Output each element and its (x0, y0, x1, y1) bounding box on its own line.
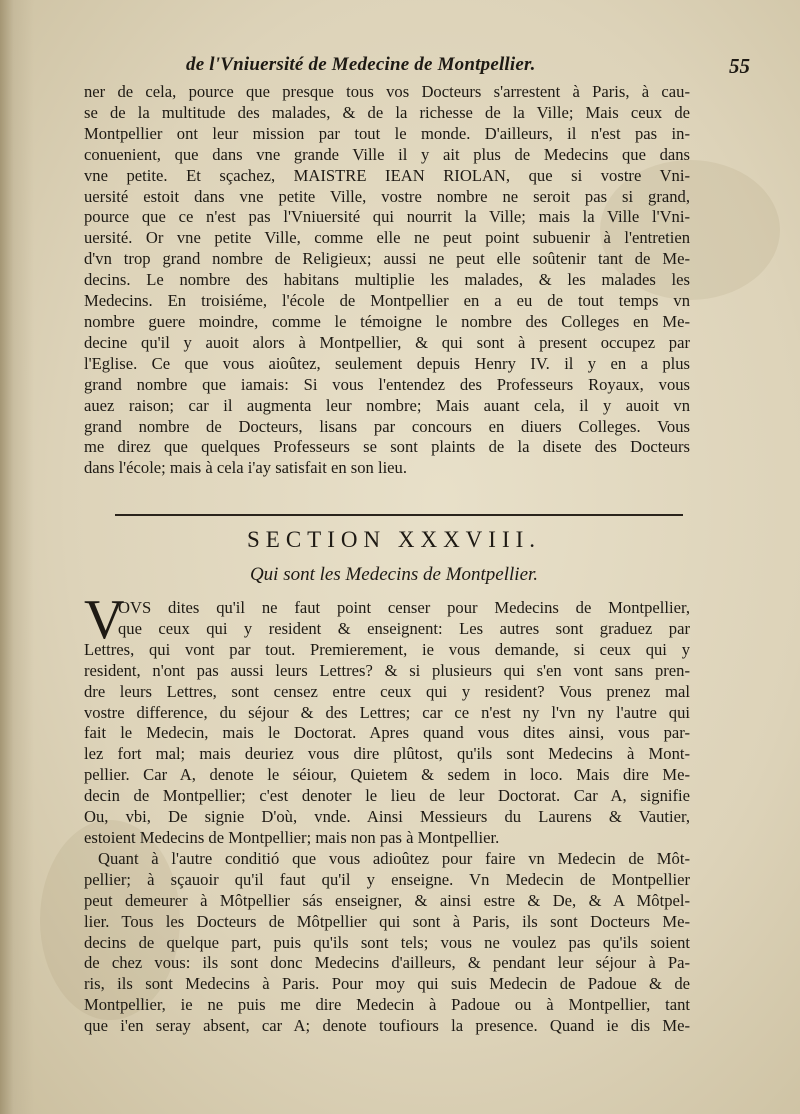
text-line: fait le Medecin, mais le Doctorat. Apres quand vous dites ainsi, vous par- (84, 723, 690, 743)
text-line: pellier; à sçauoir qu'il faut qu'il y enseigne. Vn Medecin de Montpellier (84, 869, 690, 889)
text-line: Ou, vbi, De signie D'où, vnde. Ainsi Messieurs du Laurens & Vautier, (84, 807, 690, 827)
text-line: l'Eglise. Ce que vous aioûtez, seulement depuis Henry IV. il y en a plus (84, 353, 690, 373)
text-line: estoient Medecins de Montpellier; mais non pas à Montpellier. (84, 827, 500, 847)
text-line: vostre difference, du séjour & des Lettres; car ce n'est ny l'vn ny l'autre qui (84, 702, 690, 722)
paragraph-1 (84, 82, 690, 479)
text-line: que i'en seray absent, car A; denote toufiours la presence. Quand ie dis Me- (84, 1016, 690, 1036)
text-line: auez raison; car il augmenta leur nombre; Mais auant cela, il y auoit vn (84, 395, 690, 415)
text-line: d'vn trop grand nombre de Religieux; aussi ne peut elle soûtenir tant de Me- (84, 249, 690, 269)
text-line: pellier. Car A, denote le séiour, Quietem & sedem in loco. Mais dire Me- (84, 765, 690, 785)
text-line: OVS dites qu'il ne faut point censer pour Medecins de Montpellier, (118, 598, 690, 617)
text-line: resident, n'ont pas aussi leurs Lettres? & si plusieurs qui s'en vont sans pren- (84, 660, 690, 680)
text-line: ris, ils sont Medecins à Paris. Pour moy qui suis Medecin de Padoue & de (84, 974, 690, 994)
text-line: lier. Tous les Docteurs de Môtpellier qui sont à Paris, ils sont Docteurs Me- (84, 911, 690, 931)
text-line: que ceux qui y resident & enseignent: Les autres sont graduez par (118, 618, 690, 638)
text-line: se de la multitude des malades, & de la richesse de la Ville; Mais ceux de (84, 102, 690, 122)
text-line: grand nombre que iamais: Si vous l'entendez des Professeurs Royaux, vous (84, 374, 690, 394)
text-line: Montpellier ont leur mission par tout le monde. D'ailleurs, il n'est pas in- (84, 123, 690, 143)
text-line: decins de quelque part, puis qu'ils sont tels; vous ne voulez pas qu'ils soient (84, 932, 690, 952)
section-heading: SECTION XXXVIII. (246, 527, 542, 552)
page-number: 55 (729, 54, 750, 78)
drop-cap: V (84, 589, 125, 651)
text-line: decins. Le nombre des habitans multiplie les malades, & les malades les (84, 270, 690, 290)
text-line: de chez vous: ils sont donc Medecins d'ailleurs, & pendant leur séjour à Pa- (84, 953, 690, 973)
text-line: decin de Montpellier; c'est denoter le lieu de leur Doctorat. Car A, signifie (84, 786, 690, 806)
gutter-shadow (0, 0, 34, 1114)
text-line: pource que ce n'est pas l'Vniuersité qui nourrit la Ville; mais la Ville l'Vni- (84, 207, 690, 227)
section-subtitle: Qui sont les Medecins de Montpellier. (249, 564, 539, 585)
text-line: dans l'école; mais à cela i'ay satisfait en son lieu. (84, 458, 407, 478)
text-line: Montpellier, ie ne puis me dire Medecin à Padoue ou à Montpellier, tant (84, 995, 690, 1015)
paragraph-2 (84, 589, 690, 1037)
text-line: uersité estoit dans vne petite Ville, vostre nombre ne seroit pas si grand, (84, 186, 690, 206)
text-line: peut demeurer à Môtpellier sás enseigner, & ainsi estre & De, & A Môtpel- (84, 890, 690, 910)
text-line: Lettres, qui vont par tout. Premierement, ie vous demande, si ceux qui y (84, 639, 690, 659)
text-line: nombre guere moindre, comme le témoigne le nombre des Colleges en Me- (84, 311, 690, 331)
running-title: de l'Vniuersité de Medecine de Montpellier. (186, 54, 536, 75)
section-divider (115, 514, 683, 516)
text-line: Quant à l'autre conditió que vous adioûtez pour faire vn Medecin de Môt- (98, 848, 690, 868)
text-line: decine qu'il y auoit alors à Montpellier, & qui sont à present occupez par (84, 332, 690, 352)
running-head (150, 52, 750, 82)
text-line: conuenient, que dans vne grande Ville il y ait plus de Medecins que dans (84, 144, 690, 164)
text-line: vne petite. Et sçachez, MAISTRE IEAN RIOLAN, que si vostre Vni- (84, 165, 690, 185)
text-line: grand nombre de Docteurs, lisans par concours en diuers Colleges. Vous (84, 416, 690, 436)
text-line: lez fort mal; mais deuriez vous dire plûtost, qu'ils sont Medecins à Mont- (84, 744, 690, 764)
text-line: me direz que quelques Professeurs se sont plaints de la disete des Docteurs (84, 437, 690, 457)
text-line: dre leurs Lettres, sont censez entre ceux qui y resident? Vous prenez mal (84, 681, 690, 701)
text-line: ner de cela, pource que presque tous vos Docteurs s'arrestent à Paris, à cau- (84, 82, 690, 101)
text-line: Medecins. En troisiéme, l'école de Montpellier en a eu de tout temps vn (84, 291, 690, 311)
text-line: uersité. Or vne petite Ville, comme elle ne peut point subuenir à l'entretien (84, 228, 690, 248)
